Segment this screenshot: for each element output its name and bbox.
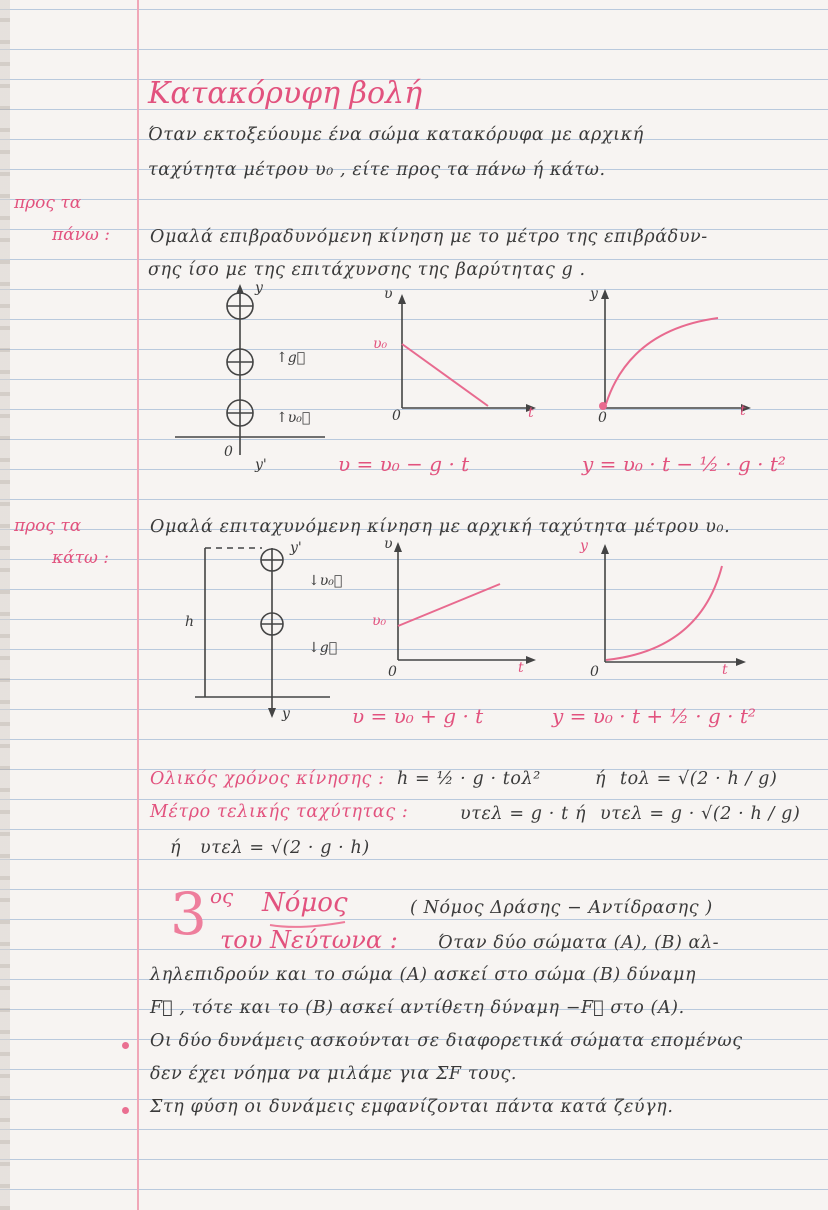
up-position-equation: y = υ₀ · t − ½ · g · t² xyxy=(582,452,786,476)
up-line-1: Ομαλά επιβραδυνόμενη κίνηση με το μέτρο της επιβράδυν- xyxy=(150,227,708,247)
total-time-label: Ολικός χρόνος κίνησης : xyxy=(150,769,385,789)
law-superscript: ος xyxy=(210,884,234,908)
law-bullet-2: Στη φύση οι δυνάμεις εμφανίζονται πάντα κατά ζεύγη. xyxy=(150,1097,674,1117)
law-line-1: Όταν δύο σώματα (A), (B) αλ- xyxy=(438,933,720,953)
down-yt-origin: 0 xyxy=(590,664,599,680)
or-2: ή xyxy=(575,804,587,824)
up-ut-origin: 0 xyxy=(392,408,401,424)
margin-label-down-1: προς τα xyxy=(14,516,82,536)
final-speed-alt: υτελ = g · √(2 · h / g) xyxy=(600,804,801,824)
down-ut-origin: 0 xyxy=(388,664,397,680)
down-velocity-line xyxy=(398,584,500,626)
law-bullet-1-line-2: δεν έχει νόημα να μιλάμε για ΣF τους. xyxy=(150,1064,518,1084)
law-number: 3 xyxy=(170,880,207,948)
intro-line-2: ταχύτητα μέτρου υ₀ , είτε προς τα πάνω ή κάτω. xyxy=(148,160,606,180)
law-line-2: ληλεπιδρούν και το σώμα (A) ασκεί στο σώμα (B) δύναμη xyxy=(150,965,697,985)
down-ut-t-label: t xyxy=(518,660,524,676)
margin-label-up-1: προς τα xyxy=(14,193,82,213)
or-1: ή xyxy=(595,769,607,789)
up-line-2: σης ίσο με της επιτάχυνσης της βαρύτητας g . xyxy=(148,260,586,280)
up-y-label: y xyxy=(255,280,263,296)
law-title-2: του Νεύτωνα : xyxy=(220,926,398,954)
up-ut-t-label: t xyxy=(528,405,534,421)
up-yt-t-label: t xyxy=(740,403,746,419)
down-vec-u0: ↓υ₀⃗ xyxy=(308,573,343,589)
down-ut-axis-label: υ xyxy=(384,536,393,552)
bullet-1 xyxy=(122,1042,129,1049)
total-time-equation: h = ½ · g · tολ² xyxy=(397,769,541,789)
up-vec-u0: ↑υ₀⃗ xyxy=(276,410,311,426)
final-speed-alt2: υτελ = √(2 · g · h) xyxy=(200,838,370,858)
law-line-3: F⃗ , τότε και το (B) ασκεί αντίθετη δύναμη −F⃗ στο (A). xyxy=(150,998,685,1018)
down-yprime-label: y' xyxy=(290,540,302,556)
margin-label-down-2: κάτω : xyxy=(52,548,110,568)
up-ut-axis-label: υ xyxy=(384,286,393,302)
total-time-alt: tολ = √(2 · h / g) xyxy=(620,769,778,789)
law-paren: ( Νόμος Δράσης − Αντίδρασης ) xyxy=(410,898,713,918)
up-yt-origin: 0 xyxy=(598,410,607,426)
final-speed-label: Μέτρο τελικής ταχύτητας : xyxy=(150,802,409,822)
up-velocity-line xyxy=(402,344,488,406)
up-yt-axis-label: y xyxy=(590,286,598,302)
up-vec-g: ↑g⃗ xyxy=(276,350,306,366)
margin-label-up-2: πάνω : xyxy=(52,225,110,245)
page-title: Κατακόρυφη βολή xyxy=(148,76,423,111)
down-vec-g: ↓g⃗ xyxy=(308,640,338,656)
down-yt-axis-label: y xyxy=(580,538,588,554)
up-position-curve xyxy=(606,318,718,404)
down-position-curve xyxy=(606,566,722,660)
up-u0-label: υ₀ xyxy=(373,336,388,352)
bullet-2 xyxy=(122,1107,129,1114)
up-origin-dot xyxy=(599,402,607,410)
up-origin-label: 0 xyxy=(224,444,233,460)
intro-line-1: Όταν εκτοξεύουμε ένα σώμα κατακόρυφα με αρχική xyxy=(148,125,644,145)
down-yt-t-label: t xyxy=(722,662,728,678)
down-u0-label: υ₀ xyxy=(372,613,387,629)
or-3: ή xyxy=(170,838,182,858)
up-yprime-label: y' xyxy=(255,457,267,473)
final-speed-equation: υτελ = g · t xyxy=(460,804,569,824)
up-velocity-equation: υ = υ₀ − g · t xyxy=(338,452,470,476)
down-y-label: y xyxy=(282,706,290,722)
down-line: Ομαλά επιταχυνόμενη κίνηση με αρχική ταχύτητα μέτρου υ₀. xyxy=(150,517,731,537)
down-h-label: h xyxy=(185,614,195,630)
law-title-1: Νόμος xyxy=(262,888,348,918)
down-velocity-equation: υ = υ₀ + g · t xyxy=(352,704,484,728)
down-position-equation: y = υ₀ · t + ½ · g · t² xyxy=(552,704,756,728)
law-bullet-1-line-1: Οι δύο δυνάμεις ασκούνται σε διαφορετικά σώματα επομένως xyxy=(150,1031,743,1051)
